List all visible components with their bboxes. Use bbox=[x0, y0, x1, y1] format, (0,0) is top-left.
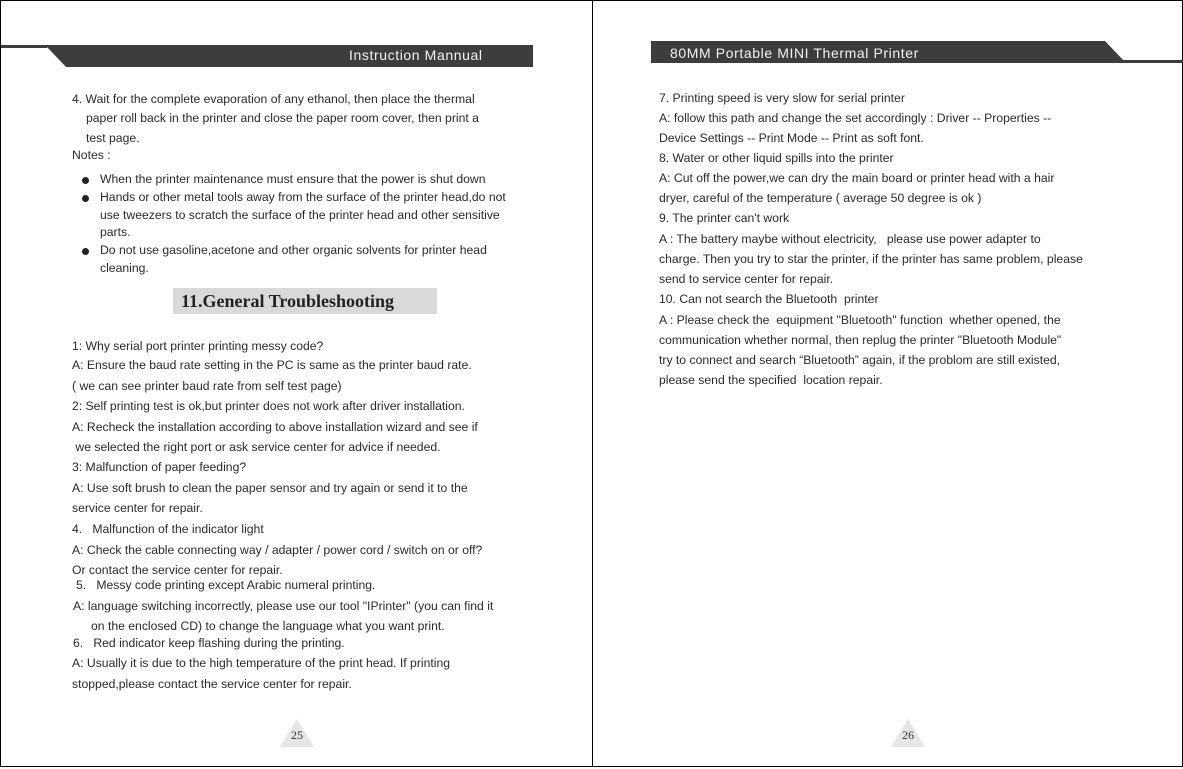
faq-line: 5. Messy code printing except Arabic numeral printing. bbox=[76, 578, 376, 592]
faq-line: Device Settings -- Print Mode -- Print as soft font. bbox=[659, 131, 924, 145]
right-page bbox=[592, 0, 1183, 767]
faq-line: communication whether normal, then replug the printer "Bluetooth Module" bbox=[659, 333, 1062, 347]
header-title: 80MM Portable MINI Thermal Printer bbox=[670, 45, 919, 61]
faq-line: 10. Can not search the Bluetooth printer bbox=[659, 292, 879, 306]
note-line: When the printer maintenance must ensure that the power is shut down bbox=[100, 172, 486, 186]
notes-label: Notes : bbox=[72, 148, 111, 162]
faq-line: 7. Printing speed is very slow for serial printer bbox=[659, 91, 905, 105]
faq-line: A: Cut off the power,we can dry the main board or printer head with a hair bbox=[659, 171, 1055, 185]
header-title: Instruction Mannual bbox=[349, 47, 483, 63]
faq-line: 1: Why serial port printer printing messy code? bbox=[72, 339, 324, 353]
faq-line: 8. Water or other liquid spills into the printer bbox=[659, 151, 894, 165]
bullet-icon bbox=[82, 177, 89, 184]
faq-line: A: follow this path and change the set accordingly : Driver -- Properties -- bbox=[659, 111, 1052, 125]
page-number bbox=[280, 719, 314, 747]
faq-line: try to connect and search “Bluetooth” again, if the problom are still existed, bbox=[659, 353, 1061, 367]
faq-line: dryer, careful of the temperature ( average 50 degree is ok ) bbox=[659, 191, 982, 205]
faq-line: 4. Malfunction of the indicator light bbox=[72, 522, 264, 536]
faq-line: 2: Self printing test is ok,but printer does not work after driver installation. bbox=[72, 399, 465, 413]
section-title: 11.General Troubleshooting bbox=[173, 288, 437, 314]
note-line: cleaning. bbox=[100, 261, 149, 275]
bullet-icon bbox=[82, 195, 89, 202]
faq-line: we selected the right port or ask service center for advice if needed. bbox=[72, 440, 441, 454]
faq-line: send to service center for repair. bbox=[659, 272, 834, 286]
bullet-icon bbox=[82, 248, 89, 255]
page-number-text: 25 bbox=[291, 728, 303, 742]
faq-line: service center for repair. bbox=[72, 501, 203, 515]
faq-line: A : The battery maybe without electricity, please use power adapter to bbox=[659, 232, 1041, 246]
note-line: Hands or other metal tools away from the surface of the printer head,do not bbox=[100, 190, 506, 204]
note-line: Do not use gasoline,acetone and other organic solvents for printer head bbox=[100, 243, 487, 257]
page-number bbox=[891, 719, 925, 747]
faq-line: A: Check the cable connecting way / adapter / power cord / switch on or off? bbox=[72, 543, 483, 557]
step4-line: paper roll back in the printer and close the paper room cover, then print a bbox=[86, 111, 479, 125]
faq-line: 9. The printer can't work bbox=[659, 211, 790, 225]
faq-line: A: Ensure the baud rate setting in the PC is same as the printer baud rate. bbox=[72, 358, 472, 372]
step4-line: 4. Wait for the complete evaporation of any ethanol, then place the thermal bbox=[72, 92, 475, 106]
note-line: parts. bbox=[100, 225, 131, 239]
faq-line: ( we can see printer baud rate from self test page) bbox=[72, 379, 342, 393]
left-page bbox=[0, 0, 593, 767]
faq-line: on the enclosed CD) to change the language what you want print. bbox=[91, 619, 445, 633]
faq-line: A : Please check the equipment "Bluetooth" function whether opened, the bbox=[659, 313, 1061, 327]
note-line: use tweezers to scratch the surface of the printer head and other sensitive bbox=[100, 208, 500, 222]
faq-line: Or contact the service center for repair. bbox=[72, 563, 283, 577]
step4-line: test page. bbox=[86, 131, 140, 145]
faq-line: please send the specified location repair. bbox=[659, 373, 883, 387]
faq-line: charge. Then you try to star the printer, if the printer has same problem, please bbox=[659, 252, 1083, 266]
faq-line: A: Use soft brush to clean the paper sensor and try again or send it to the bbox=[72, 481, 468, 495]
header-banner bbox=[1, 1, 594, 71]
faq-line: 3: Malfunction of paper feeding? bbox=[72, 460, 247, 474]
faq-line: 6. Red indicator keep flashing during the printing. bbox=[73, 636, 345, 650]
faq-line: A: Usually it is due to the high temperature of the print head. If printing bbox=[72, 656, 451, 670]
faq-line: stopped,please contact the service center for repair. bbox=[72, 677, 352, 691]
faq-line: A: Recheck the installation according to above installation wizard and see if bbox=[72, 420, 478, 434]
page-number-text: 26 bbox=[902, 728, 914, 742]
faq-line: A: language switching incorrectly, please use our tool "IPrinter" (you can find it bbox=[73, 599, 494, 613]
